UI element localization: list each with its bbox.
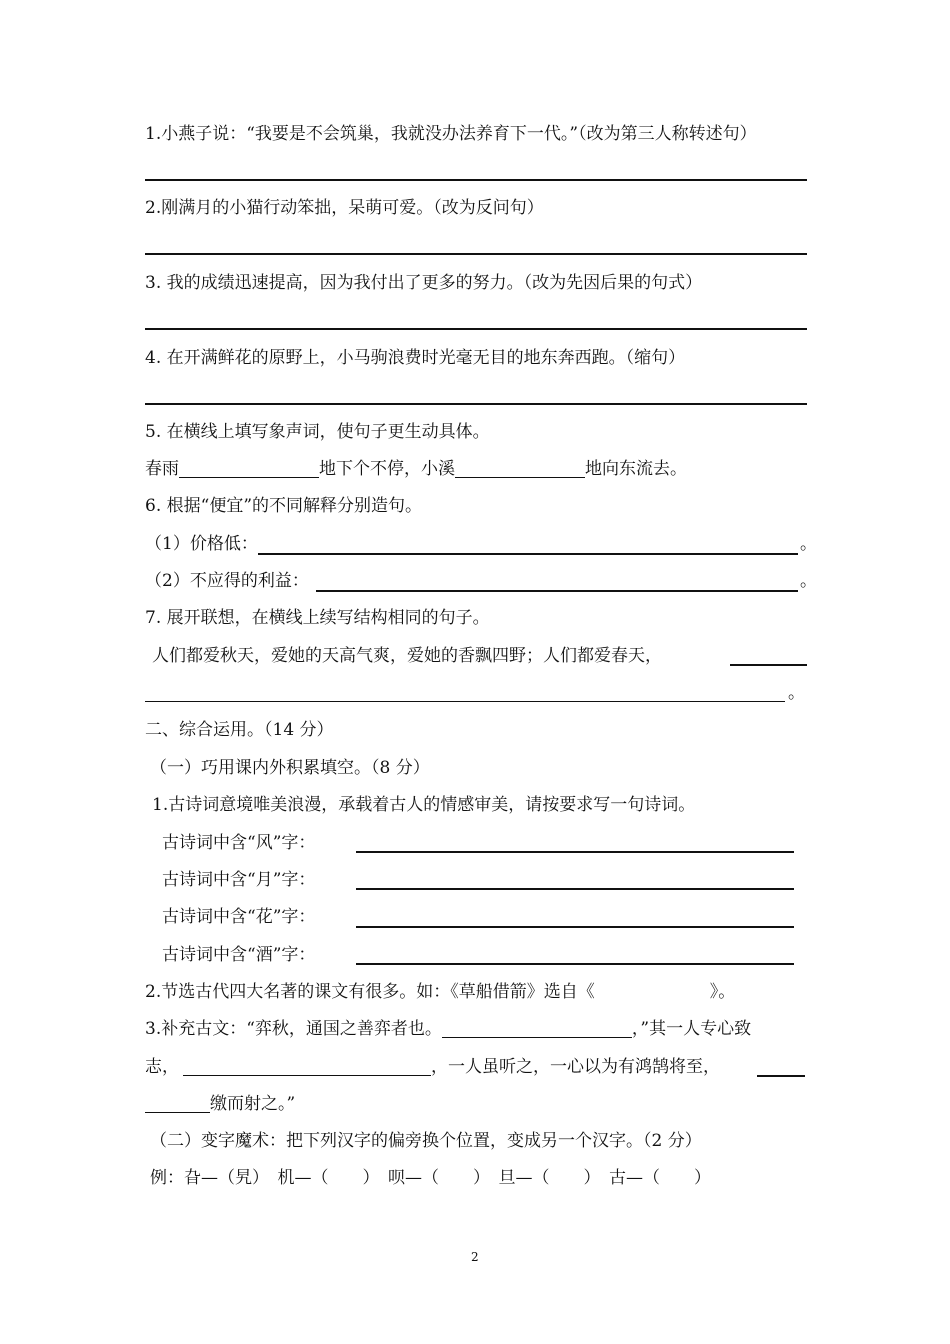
q5: 5. 在横线上填写象声词，使句子更生动具体。 bbox=[145, 422, 490, 442]
q3: 3. 我的成绩迅速提高，因为我付出了更多的努力。（改为先因后果的句式） bbox=[145, 273, 703, 293]
answer-line-p3-3[interactable] bbox=[757, 1075, 805, 1077]
answer-line-poem-wind[interactable] bbox=[356, 851, 794, 853]
q5-part-b: 地下个不停，小溪 bbox=[319, 459, 455, 479]
answer-line-q1[interactable] bbox=[145, 179, 807, 181]
q5-part-c: 地向东流去。 bbox=[585, 459, 687, 479]
answer-line-q6-2[interactable] bbox=[316, 590, 798, 592]
answer-line-poem-moon[interactable] bbox=[356, 888, 794, 890]
q2: 2.刚满月的小猫行动笨拙，呆萌可爱。（改为反问句） bbox=[145, 198, 544, 218]
p2-part-a: 2.节选古代四大名著的课文有很多。如：《草船借箭》选自《 bbox=[145, 982, 595, 1002]
page-number: 2 bbox=[471, 1250, 479, 1264]
q7-period: 。 bbox=[788, 683, 805, 703]
example-row: 例：旮—（旯） 机—（ ） 呗—（ ） 旦—（ ） 古—（ ） bbox=[150, 1168, 711, 1188]
section-2-heading: 二、综合运用。（14 分） bbox=[145, 720, 334, 740]
q4: 4. 在开满鲜花的原野上，小马驹浪费时光毫无目的地东奔西跑。（缩句） bbox=[145, 348, 686, 368]
answer-line-q7-b[interactable] bbox=[145, 701, 785, 702]
p3-line-2 bbox=[145, 1056, 720, 1078]
blank-p3-1[interactable] bbox=[442, 1019, 632, 1038]
blank-p3-2[interactable] bbox=[183, 1057, 431, 1076]
answer-line-poem-flower[interactable] bbox=[356, 926, 794, 928]
poem-wine-label: 古诗词中含“酒”字： bbox=[162, 945, 316, 965]
q5-part-a: 春雨 bbox=[145, 459, 179, 479]
p2 bbox=[145, 981, 735, 1003]
p1: 1.古诗词意境唯美浪漫，承载着古人的情感审美，请按要求写一句诗词。 bbox=[152, 795, 696, 815]
answer-line-q2[interactable] bbox=[145, 253, 807, 255]
blank-q5-1[interactable] bbox=[179, 459, 319, 478]
q6: 6. 根据“便宜”的不同解释分别造句。 bbox=[145, 496, 423, 516]
p3-line-3 bbox=[145, 1093, 295, 1115]
answer-line-q7-a[interactable] bbox=[730, 664, 807, 666]
poem-wind-label: 古诗词中含“风”字： bbox=[162, 833, 316, 853]
section-2-2-heading: （二）变字魔术：把下列汉字的偏旁换个位置，变成另一个汉字。（2 分） bbox=[150, 1131, 702, 1151]
q6-1-label: （1）价格低： bbox=[145, 534, 258, 554]
p3-part-e: 缴而射之。” bbox=[210, 1094, 296, 1114]
p3-part-d: ，一人虽听之，一心以为有鸿鹄将至， bbox=[431, 1057, 720, 1077]
q1: 1.小燕子说：“我要是不会筑巢，我就没办法养育下一代。”（改为第三人称转述句） bbox=[145, 124, 757, 144]
section-2-1-heading: （一）巧用课内外积累填空。（8 分） bbox=[150, 758, 430, 778]
poem-flower-label: 古诗词中含“花”字： bbox=[162, 907, 316, 927]
q6-2-label: （2）不应得的利益： bbox=[145, 571, 309, 591]
answer-line-poem-wine[interactable] bbox=[356, 963, 794, 965]
q7-text: 人们都爱秋天，爱她的天高气爽，爱她的香飘四野；人们都爱春天， bbox=[152, 646, 662, 666]
q7: 7. 展开联想，在横线上续写结构相同的句子。 bbox=[145, 608, 490, 628]
p2-part-b: 》。 bbox=[709, 982, 736, 1002]
poem-moon-label: 古诗词中含“月”字： bbox=[162, 870, 316, 890]
p3-part-a: 3.补充古文：“弈秋，通国之善弈者也。 bbox=[145, 1019, 442, 1039]
answer-line-q3[interactable] bbox=[145, 328, 807, 330]
blank-q5-2[interactable] bbox=[455, 459, 585, 478]
q6-1-period: 。 bbox=[800, 534, 817, 554]
blank-p3-4[interactable] bbox=[145, 1094, 210, 1113]
answer-line-q4[interactable] bbox=[145, 403, 807, 405]
q5-sentence bbox=[145, 458, 687, 480]
answer-line-q6-1[interactable] bbox=[258, 553, 798, 555]
p3-part-b: ，”其一人专心致 bbox=[631, 1019, 752, 1039]
p3-line-1 bbox=[145, 1018, 751, 1040]
p3-part-c: 志， bbox=[145, 1057, 179, 1077]
q6-2-period: 。 bbox=[800, 571, 817, 591]
